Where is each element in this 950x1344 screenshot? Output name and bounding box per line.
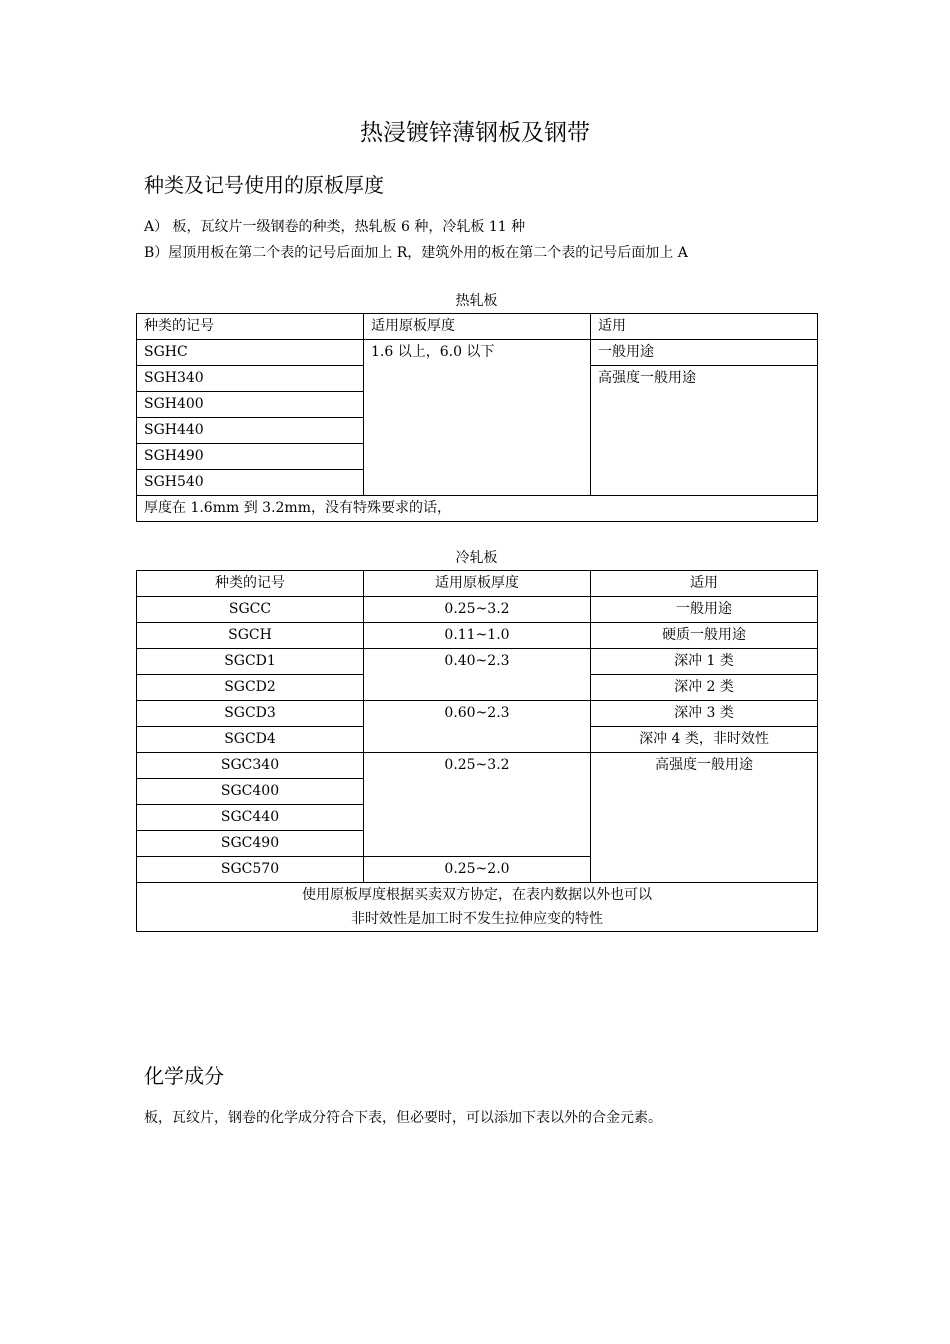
thickness-cell: 0.11~1.0 [364, 623, 591, 649]
symbol-cell: SGCD2 [137, 675, 364, 701]
thickness-cell: 1.6 以上，6.0 以下 [364, 340, 591, 496]
table-row [137, 701, 818, 727]
symbol-cell: SGC490 [137, 831, 364, 857]
hot-table-caption: 热轧板 [455, 293, 498, 309]
symbol-cell: SGH490 [137, 444, 364, 470]
symbol-cell: SGCC [137, 597, 364, 623]
symbol-cell: SGCH [137, 623, 364, 649]
symbol-cell: SGH400 [137, 392, 364, 418]
header-cell: 适用原板厚度 [364, 571, 591, 597]
use-cell: 深冲 2 类 [591, 675, 818, 701]
symbol-cell: SGC340 [137, 753, 364, 779]
thickness-cell: 0.25~3.2 [364, 597, 591, 623]
section-heading-chemistry: 化学成分 [144, 1064, 224, 1088]
symbol-cell: SGCD3 [137, 701, 364, 727]
table-row [137, 753, 818, 779]
symbol-cell: SGC570 [137, 857, 364, 883]
note-line-2: 非时效性是加工时不发生拉伸应变的特性 [351, 911, 603, 927]
use-cell: 一般用途 [591, 597, 818, 623]
thickness-cell: 0.60~2.3 [364, 701, 591, 753]
table-header-row [137, 571, 818, 597]
thickness-cell: 0.40~2.3 [364, 649, 591, 701]
thickness-cell: 0.25~3.2 [364, 753, 591, 857]
paragraph-chemistry: 板，瓦纹片，钢卷的化学成分符合下表，但必要时，可以添加下表以外的合金元素。 [144, 1110, 662, 1126]
use-cell: 高强度一般用途 [591, 753, 818, 883]
section-heading-types: 种类及记号使用的原板厚度 [144, 173, 384, 197]
header-cell: 适用 [591, 314, 818, 340]
hot-rolled-table [136, 313, 818, 522]
thickness-cell: 0.25~2.0 [364, 857, 591, 883]
use-cell: 深冲 4 类，非时效性 [591, 727, 818, 753]
symbol-cell: SGC440 [137, 805, 364, 831]
paragraph-line-a: A） 板，瓦纹片一级钢卷的种类，热轧板 6 种，冷轧板 11 种 [144, 219, 526, 235]
paragraph-line-b: B）屋顶用板在第二个表的记号后面加上 R，建筑外用的板在第二个表的记号后面加上 A [144, 245, 688, 261]
note-cell [137, 883, 818, 932]
table-row [137, 340, 818, 366]
symbol-cell: SGH540 [137, 470, 364, 496]
symbol-cell: SGC400 [137, 779, 364, 805]
header-cell: 适用 [591, 571, 818, 597]
header-cell: 种类的记号 [137, 571, 364, 597]
cold-table-caption: 冷轧板 [455, 550, 498, 566]
cold-rolled-table [136, 570, 818, 932]
symbol-cell: SGCD4 [137, 727, 364, 753]
use-cell: 一般用途 [591, 340, 818, 366]
use-cell: 深冲 1 类 [591, 649, 818, 675]
table-header-row [137, 314, 818, 340]
table-row [137, 623, 818, 649]
use-cell: 深冲 3 类 [591, 701, 818, 727]
symbol-cell: SGH440 [137, 418, 364, 444]
use-cell: 高强度一般用途 [591, 366, 818, 496]
table-row [137, 597, 818, 623]
table-note-row [137, 883, 818, 932]
use-cell: 硬质一般用途 [591, 623, 818, 649]
table-row [137, 649, 818, 675]
header-cell: 适用原板厚度 [364, 314, 591, 340]
symbol-cell: SGCD1 [137, 649, 364, 675]
header-cell: 种类的记号 [137, 314, 364, 340]
document-title: 热浸镀锌薄钢板及钢带 [360, 120, 590, 146]
note-line-1: 使用原板厚度根据买卖双方协定，在表内数据以外也可以 [302, 887, 652, 903]
symbol-cell: SGHC [137, 340, 364, 366]
note-cell: 厚度在 1.6mm 到 3.2mm，没有特殊要求的话， [137, 496, 818, 522]
symbol-cell: SGH340 [137, 366, 364, 392]
table-note-row [137, 496, 818, 522]
